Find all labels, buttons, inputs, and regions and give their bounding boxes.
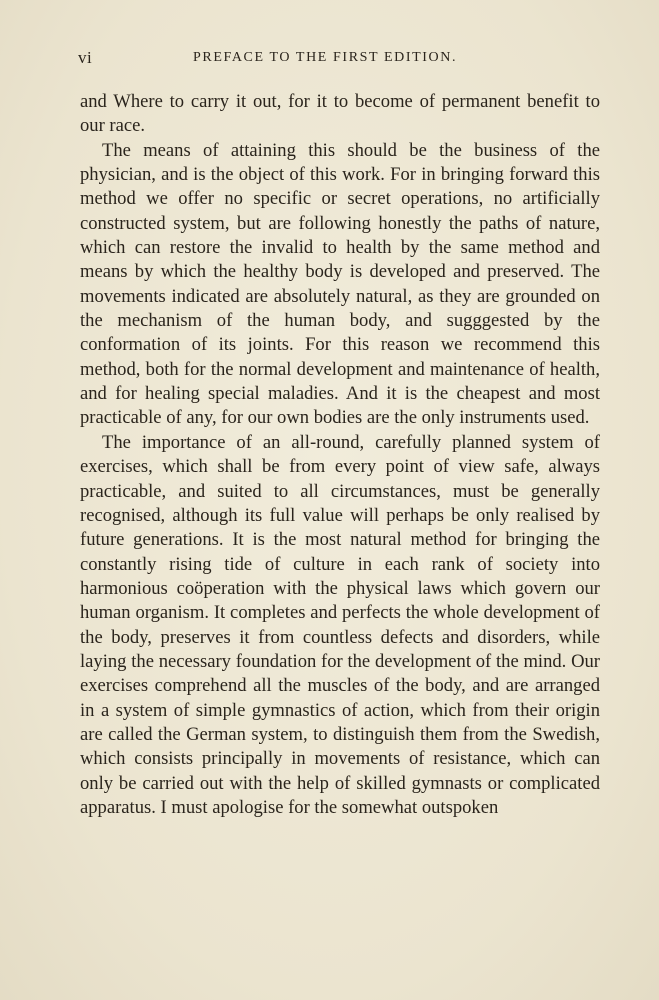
page-number: vi	[78, 48, 93, 67]
paragraph-means-of-attaining: The means of attaining this should be the business of the physician, and is the object of this work. For in bringing forward this method we offer no specific or secret operations, no artificially constructed system, but are following honestly the paths of nature, which can restore the invalid to health by the same method and means by which the healthy body is developed and preserved. The movements indicated are absolutely natural, as they are grounded on the mechanism of the human body, and sugggested by the conformation of its joints. For this reason we recommend this method, both for the normal development and maintenance of health, and for healing special maladies. And it is the cheapest and most practicable of any, for our own bodies are the only instruments used.	[80, 139, 600, 429]
running-head: PREFACE TO THE FIRST EDITION.	[193, 50, 458, 65]
paragraph-continuation: and Where to carry it out, for it to become of permanent benefit to our race.	[80, 91, 600, 137]
paragraph-importance: The importance of an all-round, carefully planned system of exercises, which shall be from every point of view safe, always practicable, and suited to all circumstances, must be generally recognised, although its full value will perhaps be only realised by future generations. It is the most natural method for bringing the constantly rising tide of culture in each rank of society into harmonious coöperation with the physical laws which govern our human organism. It completes and perfects the whole development of the body, preserves it from countless defects and disorders, while laying the necessary foundation for the development of the mind. Our exercises comprehend all the muscles of the body, and are arranged in a system of simple gymnastics of action, which from their origin are called the German system, to distinguish them from the Swedish, which consists principally in movements of resistance, which can only be carried out with the help of skilled gymnasts or complicated apparatus. I must apologise for the somewhat outspoken	[80, 431, 600, 818]
body-text	[80, 90, 600, 820]
page-header	[78, 48, 599, 70]
